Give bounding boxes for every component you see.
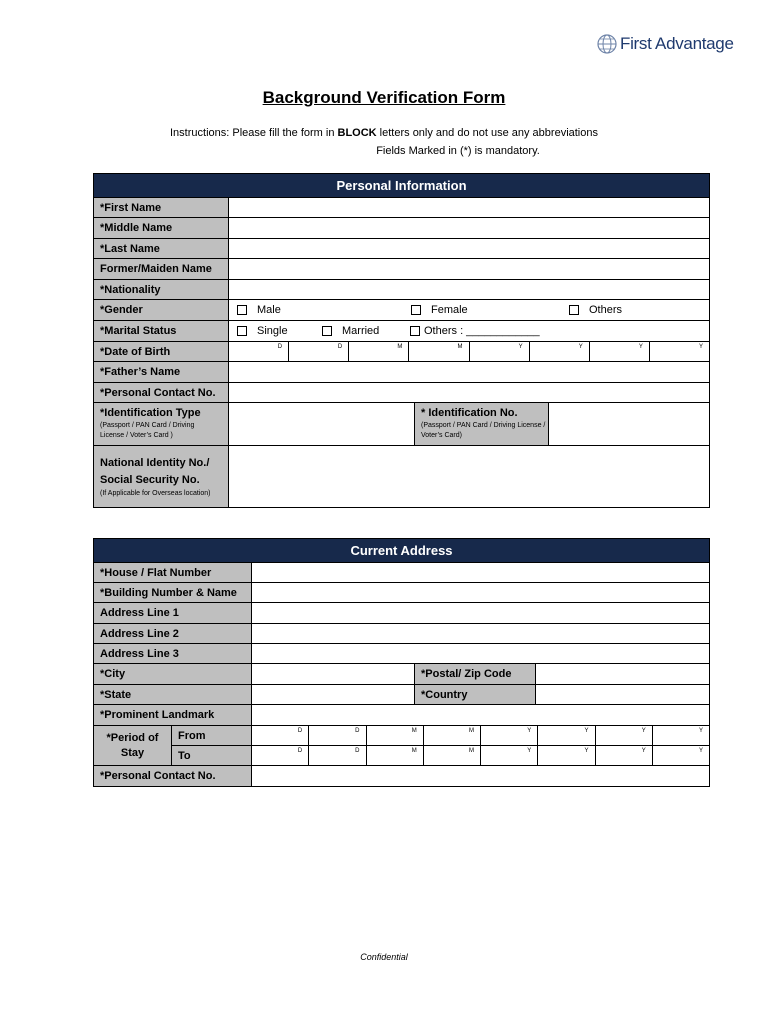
postal-field[interactable]: [536, 664, 709, 684]
father-name-field[interactable]: [229, 362, 709, 382]
checkbox-icon: [237, 305, 247, 315]
logo-text: First Advantage: [620, 34, 734, 53]
maiden-name-field[interactable]: [229, 259, 709, 279]
dob-label: *Date of Birth: [94, 342, 229, 361]
current-address-section: [93, 538, 710, 787]
marital-status-label: *Marital Status: [94, 321, 229, 341]
address-line3-field[interactable]: [252, 644, 709, 663]
house-field[interactable]: [252, 563, 709, 582]
date-cell[interactable]: Y: [470, 342, 530, 361]
date-cell[interactable]: D: [252, 746, 309, 765]
from-label: From: [172, 726, 251, 746]
date-cell[interactable]: Y: [538, 726, 595, 745]
nationality-field[interactable]: [229, 280, 709, 299]
contact-field[interactable]: [229, 383, 709, 402]
id-type-label: *Identification Type (Passport / PAN Card / Driving License / Voter’s Card ): [94, 403, 229, 445]
landmark-label: *Prominent Landmark: [94, 705, 252, 725]
nationality-label: *Nationality: [94, 280, 229, 299]
gender-female-checkbox[interactable]: Female: [411, 300, 468, 320]
section-header: Personal Information: [94, 174, 709, 198]
date-cell[interactable]: Y: [481, 746, 538, 765]
id-no-label: * Identification No. (Passport / PAN Card / Driving License / Voter’s Card): [415, 403, 549, 445]
last-name-field[interactable]: [229, 239, 709, 258]
date-cell[interactable]: Y: [596, 726, 653, 745]
personal-information-section: [93, 173, 710, 508]
date-cell[interactable]: Y: [596, 746, 653, 765]
marital-others-checkbox[interactable]: Others : ____________: [410, 321, 540, 341]
maiden-name-label: Former/Maiden Name: [94, 259, 229, 279]
state-label: *State: [94, 685, 252, 704]
period-of-stay-label: *Period of Stay: [94, 726, 172, 765]
gender-male-checkbox[interactable]: Male: [237, 300, 281, 320]
globe-icon: [597, 34, 617, 54]
national-id-label: National Identity No./ Social Security No. (If Applicable for Overseas location): [94, 446, 229, 507]
father-name-label: *Father’s Name: [94, 362, 229, 382]
date-cell[interactable]: M: [367, 726, 424, 745]
section-header: Current Address: [94, 539, 709, 563]
date-cell[interactable]: M: [424, 746, 481, 765]
address-contact-field[interactable]: [252, 766, 709, 786]
first-name-field[interactable]: [229, 198, 709, 217]
gender-others-checkbox[interactable]: Others: [569, 300, 622, 320]
from-date-field: [252, 726, 709, 746]
date-cell[interactable]: M: [409, 342, 469, 361]
middle-name-field[interactable]: [229, 218, 709, 238]
checkbox-icon: [237, 326, 247, 336]
date-cell[interactable]: D: [289, 342, 349, 361]
postal-label: *Postal/ Zip Code: [415, 664, 536, 684]
country-field[interactable]: [536, 685, 709, 704]
state-field[interactable]: [252, 685, 415, 704]
building-field[interactable]: [252, 583, 709, 602]
marital-options: [229, 321, 709, 341]
to-date-field: [252, 746, 709, 765]
country-label: *Country: [415, 685, 536, 704]
date-cell[interactable]: M: [424, 726, 481, 745]
dob-field: [229, 342, 709, 361]
date-cell[interactable]: Y: [590, 342, 650, 361]
address-line2-label: Address Line 2: [94, 624, 252, 643]
landmark-field[interactable]: [252, 705, 709, 725]
checkbox-icon: [569, 305, 579, 315]
city-label: *City: [94, 664, 252, 684]
id-type-field[interactable]: [229, 403, 415, 445]
date-cell[interactable]: Y: [481, 726, 538, 745]
to-label: To: [172, 746, 251, 765]
date-cell[interactable]: D: [252, 726, 309, 745]
date-cell[interactable]: D: [229, 342, 289, 361]
address-contact-label: *Personal Contact No.: [94, 766, 252, 786]
gender-options: [229, 300, 709, 320]
checkbox-icon: [322, 326, 332, 336]
period-sublabels: [172, 726, 252, 765]
date-cell[interactable]: M: [349, 342, 409, 361]
city-field[interactable]: [252, 664, 415, 684]
middle-name-label: *Middle Name: [94, 218, 229, 238]
date-cell[interactable]: M: [367, 746, 424, 765]
id-no-field[interactable]: [549, 403, 709, 445]
confidential-footer: Confidential: [360, 952, 408, 962]
first-name-label: *First Name: [94, 198, 229, 217]
building-label: *Building Number & Name: [94, 583, 252, 602]
checkbox-icon: [410, 326, 420, 336]
address-line1-field[interactable]: [252, 603, 709, 623]
address-line2-field[interactable]: [252, 624, 709, 643]
marital-single-checkbox[interactable]: Single: [237, 321, 288, 341]
date-cell[interactable]: Y: [698, 344, 703, 350]
address-line1-label: Address Line 1: [94, 603, 252, 623]
date-cell[interactable]: Y: [698, 728, 703, 734]
address-line3-label: Address Line 3: [94, 644, 252, 663]
gender-label: *Gender: [94, 300, 229, 320]
mandatory-note: Fields Marked in (*) is mandatory.: [376, 145, 540, 157]
date-cell[interactable]: Y: [530, 342, 590, 361]
instructions: Instructions: Please fill the form in BLOCK letters only and do not use any abbreviations: [170, 127, 598, 139]
date-cell[interactable]: Y: [538, 746, 595, 765]
marital-married-checkbox[interactable]: Married: [322, 321, 379, 341]
checkbox-icon: [411, 305, 421, 315]
date-cell[interactable]: D: [309, 746, 366, 765]
contact-label: *Personal Contact No.: [94, 383, 229, 402]
national-id-field[interactable]: [229, 446, 709, 507]
form-title: Background Verification Form: [262, 88, 506, 107]
date-cell[interactable]: D: [309, 726, 366, 745]
period-dates: [252, 726, 709, 765]
last-name-label: *Last Name: [94, 239, 229, 258]
house-label: *House / Flat Number: [94, 563, 252, 582]
first-advantage-logo: [597, 34, 734, 54]
date-cell[interactable]: Y: [698, 748, 703, 754]
